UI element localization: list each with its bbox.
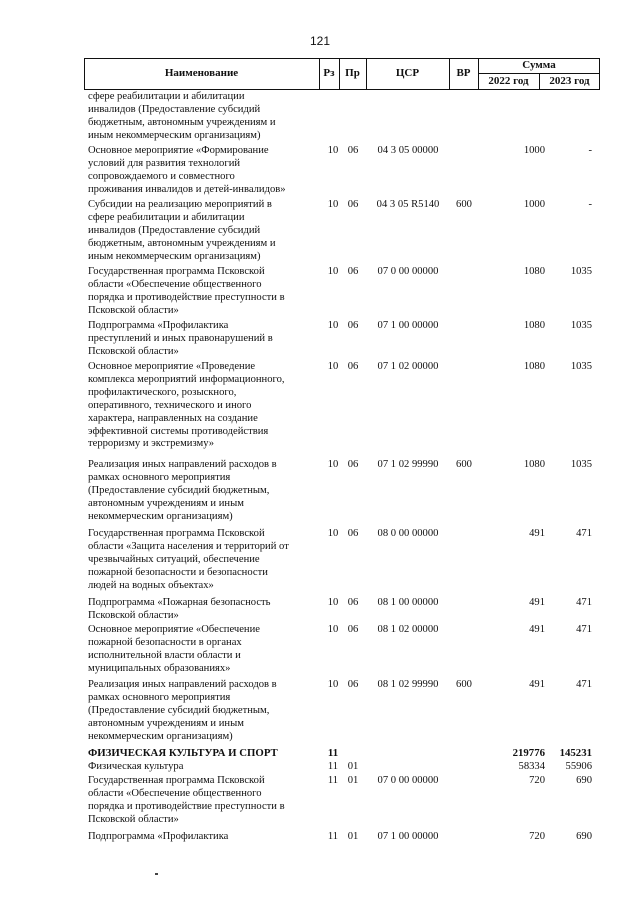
header-pr: Пр bbox=[345, 67, 360, 79]
header-rz: Рз bbox=[323, 67, 335, 79]
row-rz: 11 bbox=[327, 775, 339, 786]
row-pr: 06 bbox=[347, 266, 359, 277]
row-pr: 06 bbox=[347, 528, 359, 539]
row-name: Основное мероприятие «Проведение комплекса мероприятий информационного, профилактического, розыскного, оперативного, технического и иного характера, направленных на создание эффективной системы противодействия терроризму и экстремизму» bbox=[88, 361, 285, 450]
row-vr: 600 bbox=[456, 459, 472, 470]
row-sum-2023: 1035 bbox=[570, 320, 592, 331]
row-rz: 10 bbox=[327, 624, 339, 635]
header-sum: Сумма bbox=[522, 59, 556, 71]
row-sum-2023: 145231 bbox=[559, 747, 592, 759]
row-sum-2022: 491 bbox=[529, 679, 545, 690]
row-sum-2023: 471 bbox=[576, 624, 592, 635]
row-name: Государственная программа Псковской области «Обеспечение общественного порядка и противодействие преступности в Псковской области» bbox=[88, 775, 285, 825]
row-sum-2023: 1035 bbox=[570, 266, 592, 277]
header-vr: ВР bbox=[456, 67, 471, 79]
row-rz: 10 bbox=[327, 320, 339, 331]
row-rz: 11 bbox=[327, 761, 339, 772]
row-pr: 01 bbox=[347, 775, 359, 786]
row-sum-2022: 1080 bbox=[523, 266, 545, 277]
row-rz: 11 bbox=[327, 747, 339, 759]
row-pr: 01 bbox=[347, 831, 359, 842]
header-name: Наименование bbox=[164, 67, 239, 79]
row-name: Физическая культура bbox=[88, 761, 184, 772]
row-name: Реализация иных направлений расходов в рамках основного мероприятия (Предоставление субсидий бюджетным, автономным учреждениям и иным некоммерческим организациям) bbox=[88, 679, 277, 742]
row-sum-2022: 1080 bbox=[523, 459, 545, 470]
row-sum-2022: 720 bbox=[529, 775, 545, 786]
row-name: Реализация иных направлений расходов в рамках основного мероприятия (Предоставление субсидий бюджетным, автономным учреждениям и иным некоммерческим организациям) bbox=[88, 459, 277, 522]
row-name: Государственная программа Псковской области «Защита населения и территорий от чрезвычайных ситуаций, обеспечение пожарной безопасности и безопасности людей на водных объектах» bbox=[88, 528, 289, 591]
row-pr: 06 bbox=[347, 624, 359, 635]
header-csr: ЦСР bbox=[395, 67, 420, 79]
row-rz: 10 bbox=[327, 459, 339, 470]
row-name: Подпрограмма «Профилактика bbox=[88, 831, 229, 842]
header-2022: 2022 год bbox=[488, 75, 529, 87]
row-pr: 06 bbox=[347, 145, 359, 156]
row-pr: 06 bbox=[347, 597, 359, 608]
scan-dot bbox=[155, 873, 158, 875]
row-csr: 07 0 00 00000 bbox=[377, 266, 439, 277]
row-pr: 06 bbox=[347, 679, 359, 690]
row-sum-2022: 58334 bbox=[518, 761, 545, 772]
row-name: Основное мероприятие «Формирование условий для развития технологий сопровождаемого и совместного проживания инвалидов и детей-инвалидов» bbox=[88, 145, 286, 195]
row-rz: 10 bbox=[327, 199, 339, 210]
row-csr: 07 1 00 00000 bbox=[377, 831, 439, 842]
row-sum-2023: 690 bbox=[576, 831, 592, 842]
row-sum-2022: 720 bbox=[529, 831, 545, 842]
row-csr: 04 3 05 R5140 bbox=[376, 199, 440, 210]
budget-table bbox=[84, 58, 600, 848]
row-sum-2023: 471 bbox=[576, 597, 592, 608]
row-csr: 08 1 00 00000 bbox=[377, 597, 439, 608]
row-sum-2022: 1080 bbox=[523, 361, 545, 372]
row-name: Основное мероприятие «Обеспечение пожарной безопасности в органах исполнительной власти области и муниципальных образованиях» bbox=[88, 624, 260, 674]
row-name: Субсидии на реализацию мероприятий в сфере реабилитации и абилитации инвалидов (Предоставление субсидий бюджетным, автономным учреждениям и иным некоммерческим организациям) bbox=[88, 199, 276, 262]
row-pr: 06 bbox=[347, 199, 359, 210]
row-sum-2022: 219776 bbox=[512, 747, 545, 759]
row-vr: 600 bbox=[456, 199, 472, 210]
row-sum-2022: 491 bbox=[529, 597, 545, 608]
row-pr: 06 bbox=[347, 320, 359, 331]
row-sum-2023: - bbox=[588, 145, 592, 156]
row-sum-2023: 690 bbox=[576, 775, 592, 786]
row-sum-2022: 1000 bbox=[523, 199, 545, 210]
row-vr: 600 bbox=[456, 679, 472, 690]
row-name: ФИЗИЧЕСКАЯ КУЛЬТУРА И СПОРТ bbox=[88, 747, 278, 759]
table-header bbox=[84, 58, 600, 90]
row-csr: 08 1 02 00000 bbox=[377, 624, 439, 635]
row-rz: 10 bbox=[327, 361, 339, 372]
row-name: Подпрограмма «Пожарная безопасность Псковской области» bbox=[88, 597, 271, 621]
row-sum-2023: 1035 bbox=[570, 361, 592, 372]
row-sum-2023: 471 bbox=[576, 528, 592, 539]
row-rz: 11 bbox=[327, 831, 339, 842]
row-sum-2023: 1035 bbox=[570, 459, 592, 470]
row-pr: 06 bbox=[347, 459, 359, 470]
row-rz: 10 bbox=[327, 266, 339, 277]
row-sum-2023: 55906 bbox=[565, 761, 592, 772]
header-2023: 2023 год bbox=[549, 75, 590, 87]
row-name: сфере реабилитации и абилитации инвалидов (Предоставление субсидий бюджетным, автономным учреждениям и иным некоммерческим организациям) bbox=[88, 91, 276, 141]
row-pr: 01 bbox=[347, 761, 359, 772]
row-rz: 10 bbox=[327, 145, 339, 156]
row-sum-2022: 491 bbox=[529, 528, 545, 539]
row-sum-2022: 491 bbox=[529, 624, 545, 635]
row-sum-2023: 471 bbox=[576, 679, 592, 690]
row-name: Подпрограмма «Профилактика преступлений и иных правонарушений в Псковской области» bbox=[88, 320, 273, 357]
row-csr: 07 1 00 00000 bbox=[377, 320, 439, 331]
row-csr: 08 0 00 00000 bbox=[377, 528, 439, 539]
row-csr: 07 1 02 00000 bbox=[377, 361, 439, 372]
row-rz: 10 bbox=[327, 597, 339, 608]
row-csr: 08 1 02 99990 bbox=[377, 679, 439, 690]
row-pr: 06 bbox=[347, 361, 359, 372]
row-sum-2022: 1080 bbox=[523, 320, 545, 331]
row-sum-2023: - bbox=[588, 199, 592, 210]
row-csr: 07 1 02 99990 bbox=[377, 459, 439, 470]
row-csr: 04 3 05 00000 bbox=[377, 145, 439, 156]
row-rz: 10 bbox=[327, 679, 339, 690]
row-name: Государственная программа Псковской области «Обеспечение общественного порядка и противодействие преступности в Псковской области» bbox=[88, 266, 285, 316]
page-number: 121 bbox=[309, 34, 331, 48]
row-rz: 10 bbox=[327, 528, 339, 539]
row-csr: 07 0 00 00000 bbox=[377, 775, 439, 786]
row-sum-2022: 1000 bbox=[523, 145, 545, 156]
